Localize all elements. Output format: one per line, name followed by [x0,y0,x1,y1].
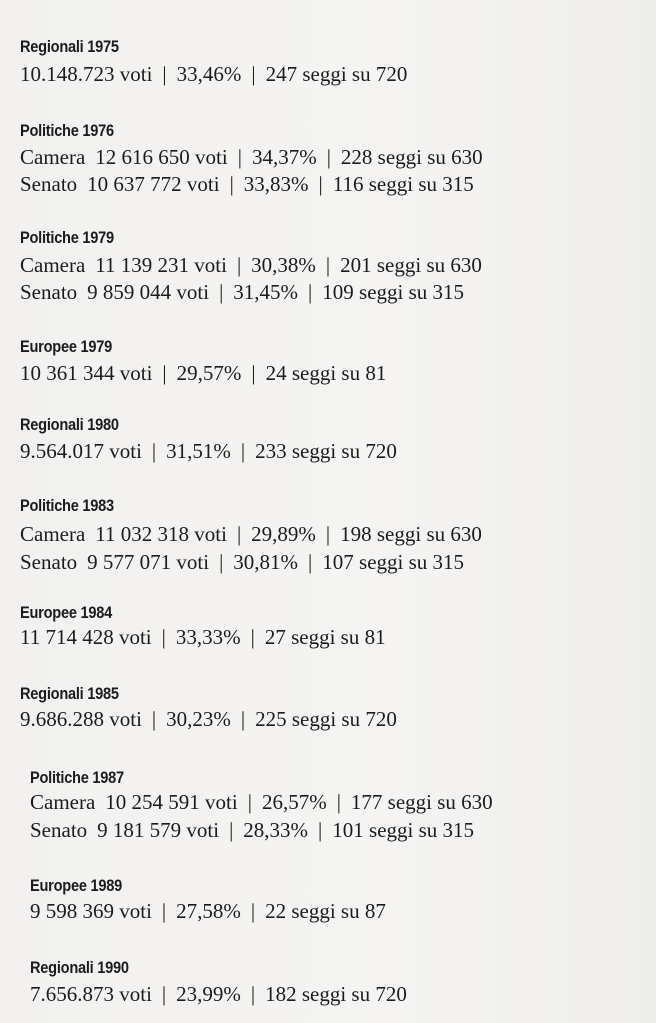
result-row: Senato 10 637 772 voti | 33,83% | 116 seggi su 315 [20,172,474,196]
votes: 9.686.288 voti [20,707,142,731]
result-row: 10.148.723 voti | 33,46% | 247 seggi su 720 [20,62,408,86]
seats: 182 seggi su 720 [265,982,407,1006]
seats: 101 seggi su 315 [332,818,475,842]
percentage: 33,33% [175,625,241,649]
seats: 27 seggi su 81 [264,625,386,649]
percentage: 28,33% [243,818,309,842]
seats: 247 seggi su 720 [265,62,408,86]
votes: 9 859 044 voti [87,280,210,304]
chamber-label: Senato [20,550,78,574]
result-row: Senato 9 859 044 voti | 31,45% | 109 seggi su 315 [20,280,465,304]
percentage: 26,57% [261,790,327,814]
section-heading: Regionali 1975 [20,37,119,56]
seats: 201 seggi su 630 [340,253,482,277]
seats: 198 seggi su 630 [340,522,482,546]
result-row: Senato 9 577 071 voti | 30,81% | 107 seggi su 315 [20,550,465,574]
percentage: 27,58% [176,899,241,923]
result-row: 11 714 428 voti | 33,33% | 27 seggi su 81 [20,625,386,649]
seats: 225 seggi su 720 [255,707,397,731]
votes: 10.148.723 voti [20,62,153,86]
percentage: 33,83% [243,172,309,196]
votes: 10 254 591 voti [105,790,238,814]
votes: 11 032 318 voti [95,522,227,546]
percentage: 31,51% [166,439,231,463]
section-heading: Europee 1979 [20,337,112,356]
percentage: 31,45% [233,280,299,304]
percentage: 29,57% [176,361,242,385]
seats: 233 seggi su 720 [255,439,397,463]
section-heading: Politiche 1976 [20,121,114,140]
section-heading: Politiche 1987 [30,768,124,787]
section-heading: Regionali 1985 [20,684,119,703]
result-row: 9.564.017 voti | 31,51% | 233 seggi su 720 [20,439,397,463]
result-row: 10 361 344 voti | 29,57% | 24 seggi su 81 [20,361,387,385]
result-row: 9 598 369 voti | 27,58% | 22 seggi su 87 [30,899,386,923]
chamber-label: Camera [20,145,86,169]
votes: 9 181 579 voti [97,818,220,842]
percentage: 30,38% [251,253,316,277]
chamber-label: Camera [20,253,86,277]
section-heading: Regionali 1990 [30,958,129,977]
chamber-label: Camera [30,790,96,814]
section-heading: Politiche 1979 [20,228,114,247]
seats: 107 seggi su 315 [322,550,465,574]
percentage: 23,99% [176,982,241,1006]
section-heading: Europee 1989 [30,876,122,895]
percentage: 34,37% [251,145,317,169]
votes: 9.564.017 voti [20,439,142,463]
percentage: 30,81% [233,550,299,574]
votes: 12 616 650 voti [95,145,228,169]
result-row: Camera 12 616 650 voti | 34,37% | 228 seggi su 630 [20,145,483,169]
result-row: 7.656.873 voti | 23,99% | 182 seggi su 720 [30,982,407,1006]
percentage: 33,46% [176,62,242,86]
chamber-label: Senato [30,818,88,842]
seats: 228 seggi su 630 [340,145,483,169]
result-row: Camera 11 032 318 voti | 29,89% | 198 seggi su 630 [20,522,482,546]
seats: 22 seggi su 87 [265,899,386,923]
votes: 11 139 231 voti [95,253,227,277]
percentage: 30,23% [166,707,231,731]
votes: 10 637 772 voti [87,172,220,196]
percentage: 29,89% [251,522,316,546]
seats: 177 seggi su 630 [350,790,493,814]
votes: 10 361 344 voti [20,361,153,385]
result-row: Camera 10 254 591 voti | 26,57% | 177 seggi su 630 [30,790,493,814]
chamber-label: Senato [20,280,78,304]
section-heading: Europee 1984 [20,603,112,622]
chamber-label: Senato [20,172,78,196]
result-row: Camera 11 139 231 voti | 30,38% | 201 seggi su 630 [20,253,482,277]
result-row: 9.686.288 voti | 30,23% | 225 seggi su 720 [20,707,397,731]
seats: 24 seggi su 81 [265,361,387,385]
votes: 7.656.873 voti [30,982,152,1006]
seats: 109 seggi su 315 [322,280,465,304]
votes: 9 598 369 voti [30,899,152,923]
section-heading: Politiche 1983 [20,496,114,515]
chamber-label: Camera [20,522,86,546]
section-heading: Regionali 1980 [20,415,119,434]
result-row: Senato 9 181 579 voti | 28,33% | 101 seggi su 315 [30,818,475,842]
votes: 9 577 071 voti [87,550,210,574]
seats: 116 seggi su 315 [332,172,474,196]
votes: 11 714 428 voti [20,625,152,649]
